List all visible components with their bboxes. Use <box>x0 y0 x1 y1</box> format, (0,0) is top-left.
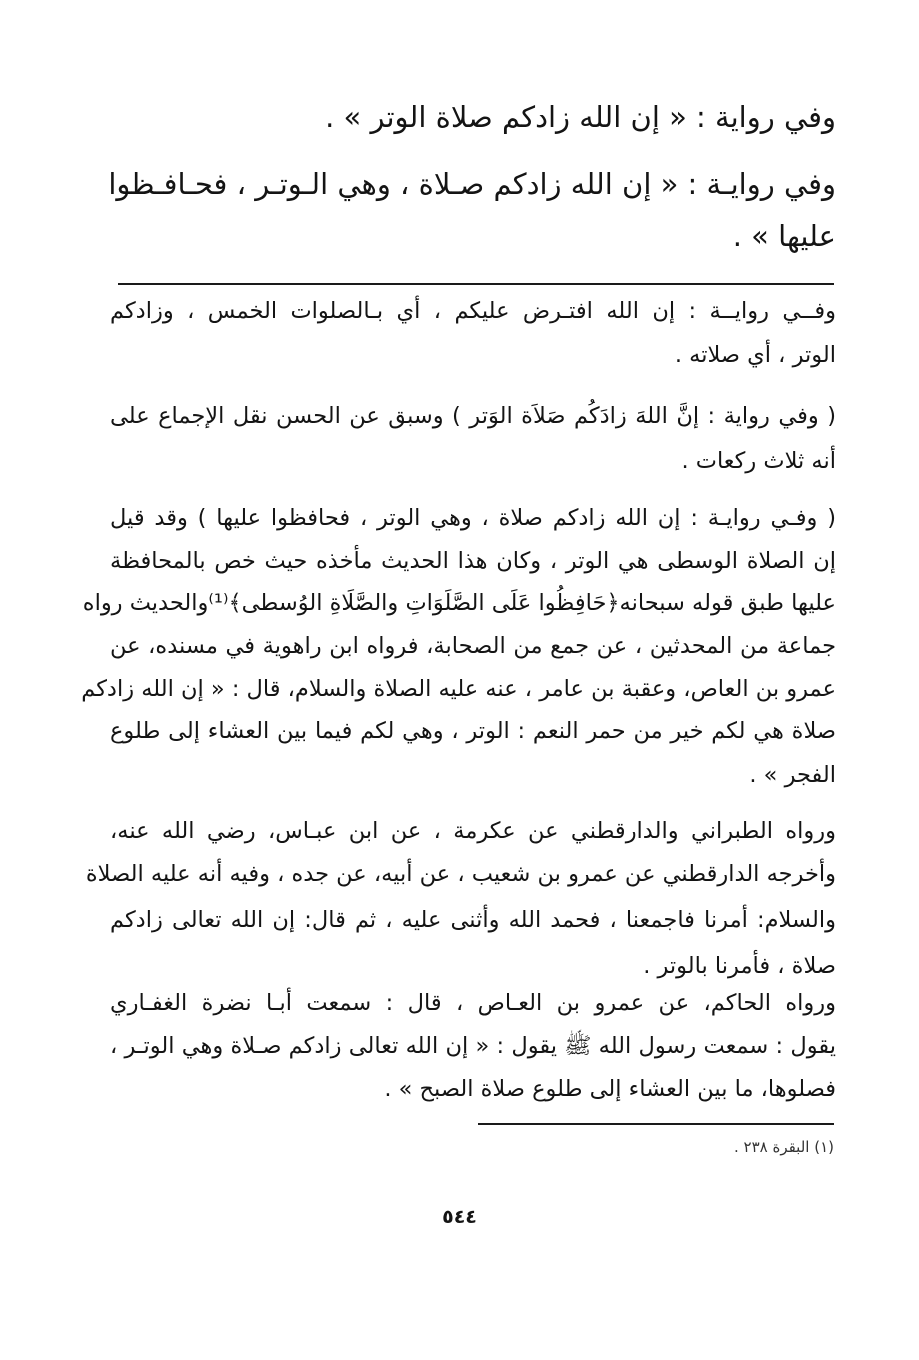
commentary-line-9: عمرو بن العاص، وعقبة بن عامر ، عنه عليه الصلاة والسلام، قال : « إن الله زادكم <box>81 676 836 702</box>
commentary-line-10: صلاة هي لكم خير من حمر النعم : الوتر ، وهي لكم فيما بين العشاء إلى طلوع <box>110 718 836 744</box>
commentary-line-16: ورواه الحاكم، عن عمرو بن العـاص ، قال : سمعت أبـا نضرة الغفـاري <box>110 990 836 1016</box>
commentary-line-17: يقول : سمعت رسول الله ﷺ يقول : « إن الله تعالى زادكم صـلاة وهي الوتـر ، <box>110 1033 836 1059</box>
commentary-line-4: أنه ثلاث ركعات . <box>681 448 836 474</box>
commentary-line-14: والسلام: أمرنا فاجمعنا ، فحمد الله وأثنى عليه ، ثم قال: إن الله تعالى زادكم <box>110 907 836 933</box>
main-text-line-2: وفي روايـة : « إن الله زادكم صـلاة ، وهي الـوتـر ، فحـافـظوا <box>108 167 836 201</box>
commentary-line-18: فصلوها، ما بين العشاء إلى طلوع صلاة الصبح » . <box>384 1076 836 1102</box>
commentary-line-6: إن الصلاة الوسطى هي الوتر ، وكان هذا الحديث مأخذه حيث خص بالمحافظة <box>110 548 836 574</box>
commentary-line-12: ورواه الطبراني والدارقطني عن عكرمة ، عن ابن عبـاس، رضي الله عنه، <box>110 818 836 844</box>
main-separator-rule <box>118 283 834 285</box>
commentary-line-1: وفــي روايــة : إن الله افتـرض عليكم ، أي بـالصلوات الخمس ، وزادكم <box>110 298 836 324</box>
commentary-line-13: وأخرجه الدارقطني عن عمرو بن شعيب ، عن أبيه، عن جده ، وفيه أنه عليه الصلاة <box>85 861 836 887</box>
main-text-line-3: عليها » . <box>732 219 836 253</box>
commentary-line-8: جماعة من المحدثين ، عن جمع من الصحابة، فرواه ابن راهوية في مسنده، عن <box>110 633 836 659</box>
commentary-line-11: الفجر » . <box>749 762 836 788</box>
footnote: (١) البقرة ٢٣٨ . <box>733 1138 834 1156</box>
commentary-line-15: صلاة ، فأمرنا بالوتر . <box>643 953 836 979</box>
main-text-line-1: وفي رواية : « إن الله زادكم صلاة الوتر » . <box>325 100 836 134</box>
commentary-line-5: ( وفـي روايـة : إن الله زادكم صلاة ، وهي الوتر ، فحافظوا عليها ) وقد قيل <box>110 505 836 531</box>
commentary-line-7: عليها طبق قوله سبحانه﴿حَافِظُوا عَلَى الصَّلَوَاتِ والصَّلَاةِ الوُسطى﴾⁽¹⁾والحديث رواه <box>82 590 836 616</box>
commentary-line-3: ( وفي رواية : إنَّ اللهَ زادَكُم صَلاَة الوَتر ) وسبق عن الحسن نقل الإجماع على <box>110 403 836 429</box>
footnote-separator-rule <box>478 1123 834 1125</box>
commentary-line-2: الوتر ، أي صلاته . <box>674 342 836 368</box>
page-number: ٥٤٤ <box>442 1206 477 1228</box>
